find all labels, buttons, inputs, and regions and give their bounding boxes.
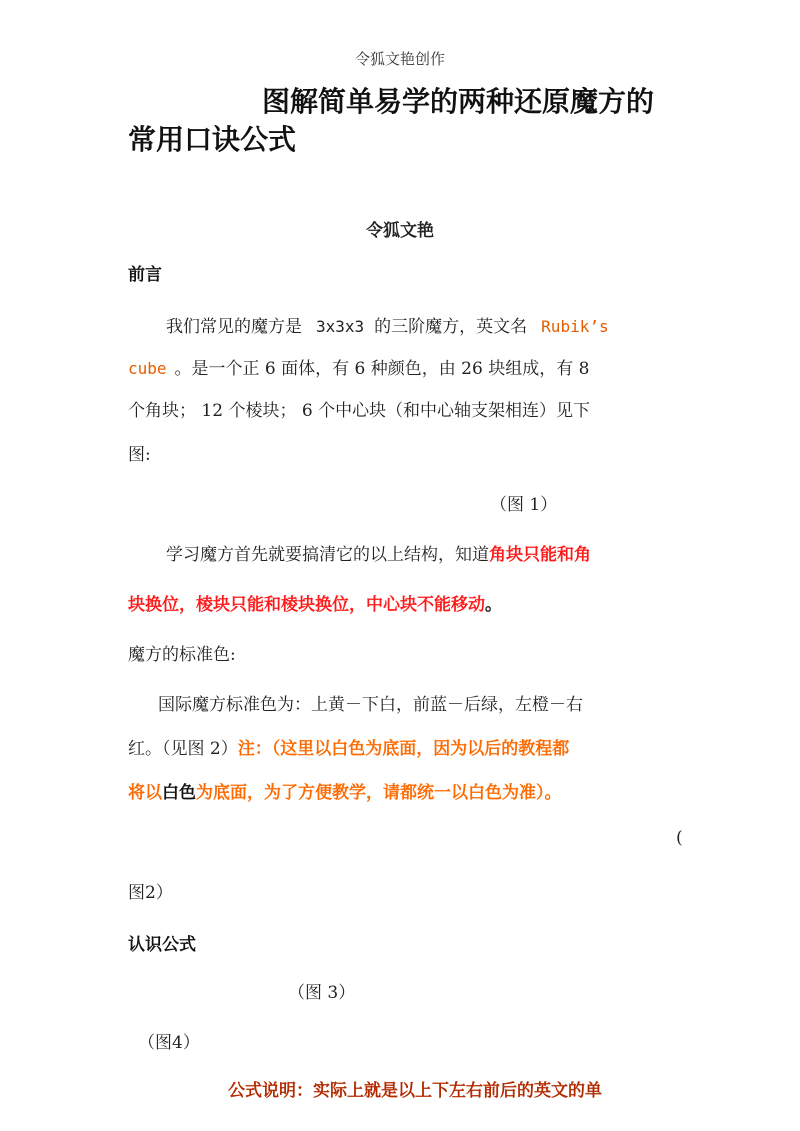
standard-line-1: 国际魔方标准色为：上黄－下白，前蓝－后绿，左橙－右 [158, 695, 583, 715]
figure-3-caption: （图 3） [288, 983, 356, 1003]
standard-text: 红。（见图 2） [128, 739, 238, 759]
figure-1-caption: （图 1） [490, 495, 558, 515]
intro-text: 的三阶魔方，英文名 [374, 317, 528, 337]
intro-line-1 [166, 312, 609, 337]
figure-2-caption: 图2） [128, 883, 173, 903]
standard-colors-label: 魔方的标准色: [128, 645, 236, 665]
section-heading-preface: 前言 [128, 265, 162, 285]
english-name: Rubik’s [541, 317, 609, 336]
formula-note: 公式说明：实际上就是以上下左右前后的英文的单 [228, 1081, 602, 1101]
standard-line-3 [128, 778, 562, 803]
intro-line-4: 图: [128, 445, 151, 465]
document-title-line-2: 常用口诀公式 [128, 123, 297, 156]
figure-4-caption: （图4） [138, 1033, 200, 1053]
intro-line-2 [128, 354, 589, 379]
cube-size: 3x3x3 [316, 317, 365, 336]
intro-text: 。是一个正 6 面体，有 6 种颜色，由 26 块组成，有 8 [174, 359, 590, 379]
standard-note: 为底面，为了方便教学，请都统一以白色为准）。 [196, 783, 562, 803]
standard-note: 将以 [128, 783, 162, 803]
structure-line-1 [166, 540, 591, 565]
structure-text: 学习魔方首先就要搞清它的以上结构，知道 [166, 545, 489, 565]
standard-note: 注：（这里以白色为底面，因为以后的教程都 [237, 739, 570, 759]
english-name-cont: cube [128, 359, 167, 378]
document-title-line-1: 图解简单易学的两种还原魔方的 [262, 85, 655, 118]
author-name: 令狐文艳 [366, 221, 434, 241]
structure-highlight: 块换位，棱块只能和棱块换位，中心块不能移动 [128, 595, 485, 615]
structure-period: 。 [485, 595, 502, 615]
white-color-word: 白色 [162, 783, 196, 803]
figure-2-paren-open: ( [676, 828, 683, 848]
intro-text: 我们常见的魔方是 [166, 317, 302, 337]
intro-line-3: 个角块； 12 个棱块； 6 个中心块（和中心轴支架相连）见下 [128, 401, 591, 421]
structure-highlight: 角块只能和角 [489, 545, 591, 565]
page-header: 令狐文艳创作 [354, 50, 445, 68]
structure-line-2 [128, 590, 502, 615]
standard-line-2 [128, 734, 569, 759]
section-heading-formula: 认识公式 [128, 935, 196, 955]
